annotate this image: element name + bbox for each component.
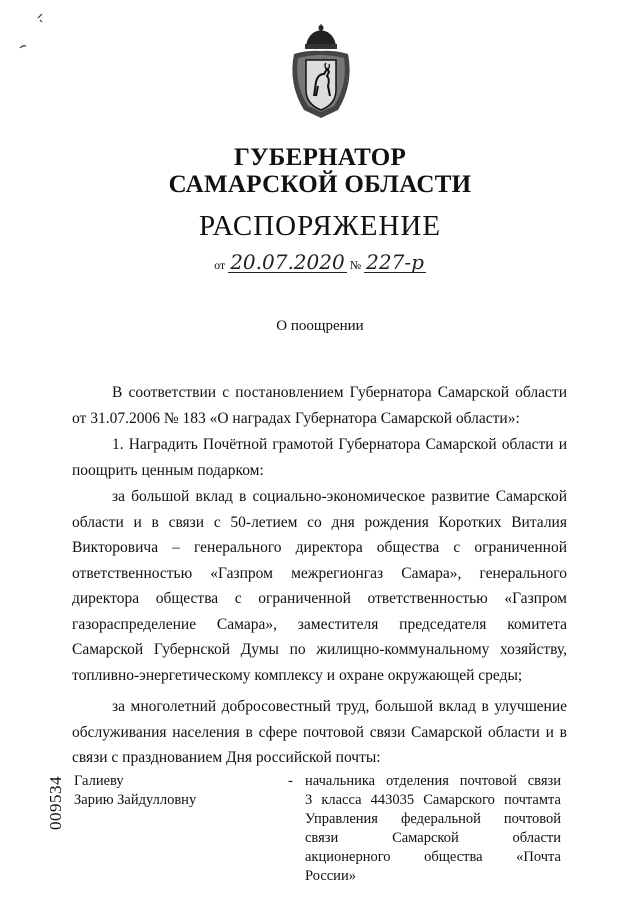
paragraph-first-awardee (72, 484, 567, 688)
position-line: акционерного общества «Почта (305, 849, 561, 865)
date-number-line (0, 252, 640, 273)
text-line: газораспределение Самара», заместителя председателя комитета (72, 615, 567, 633)
text-line: Викторовича – генерального директора общества с ограниченной (72, 539, 567, 556)
document-type-title: РАСПОРЯЖЕНИЕ (198, 210, 442, 242)
position-line: связи Самарской области (305, 830, 561, 846)
text-line: Самарской Губернской Думы по жилищно-коммунальному хозяйству, (72, 641, 567, 658)
text-line: директора общества с ограниченной ответственностью «Газпром (72, 590, 567, 607)
document-number: 227-р (366, 250, 424, 274)
position-line: начальника отделения почтовой связи (305, 773, 561, 789)
paragraph-award (72, 432, 567, 483)
text-line: за многолетний добросовестный труд, большой вклад в улучшение (112, 698, 567, 715)
text-line: ответственностью «Газпром межрегионгаз Самара», генерального (72, 564, 567, 582)
from-label: от (214, 258, 226, 272)
position-line: России» (305, 868, 356, 884)
position-line: Управления федеральной почтовой (305, 811, 561, 827)
text-line: области и в связи с 50-летием со дня рождения Коротких Виталия (72, 513, 567, 531)
handwritten-marks (8, 8, 48, 58)
text-line: В соответствии с постановлением Губернатора Самарской области (112, 384, 567, 401)
paragraph-preamble (72, 380, 567, 431)
registration-side-number: 009534 (46, 776, 65, 830)
number-label: № (349, 258, 362, 272)
text-line: обслуживания населения в сфере почтовой связи Самарской области и в (72, 723, 567, 741)
coat-of-arms-emblem (286, 24, 356, 120)
awardee-name (74, 772, 196, 810)
awardee-dash: - (288, 773, 293, 789)
paragraph-second-reason (72, 694, 567, 771)
issuer-title-line2: САМАРСКОЙ ОБЛАСТИ (168, 171, 472, 198)
text-line: от 31.07.2006 № 183 «О наградах Губернатора Самарской области»: (72, 409, 520, 427)
issuer-title-line1: ГУБЕРНАТОР (233, 144, 407, 171)
document-subject: О поощрении (276, 318, 364, 334)
text-line: связи с празднованием Дня российской почты: (72, 749, 381, 766)
awardee-surname: Галиеву (74, 773, 124, 789)
document-date: 20.07.2020 (230, 250, 345, 274)
text-line: 1. Наградить Почётной грамотой Губернатора Самарской области и (112, 436, 567, 453)
position-line: 3 класса 443035 Самарского почтамта (305, 792, 561, 808)
text-line: топливно-энергетическому комплексу и охране окружающей среды; (72, 666, 523, 684)
text-line: за большой вклад в социально-экономическое развитие Самарской (112, 488, 567, 505)
awardee-given-names: Зарию Зайдулловну (74, 792, 197, 808)
awardee-position (305, 772, 561, 886)
text-line: поощрить ценным подарком: (72, 461, 264, 479)
